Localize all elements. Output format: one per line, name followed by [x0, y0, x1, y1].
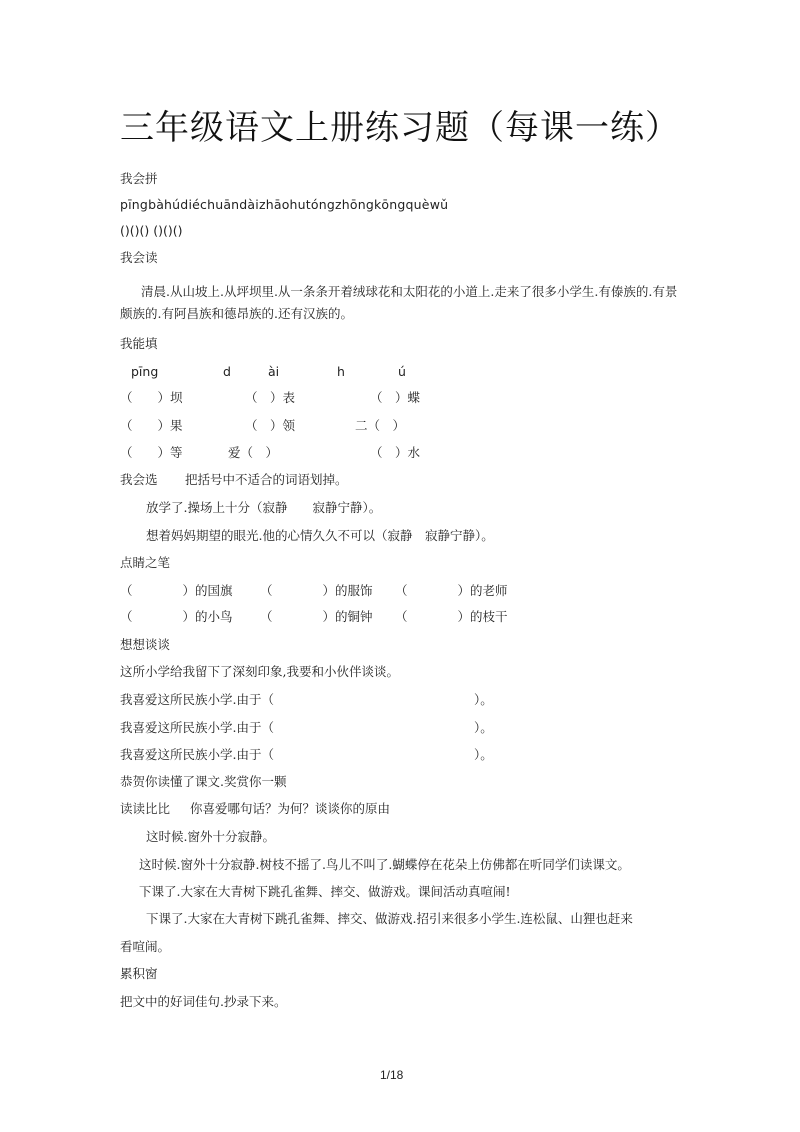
discuss-line: 我喜爱这所民族小学.由于（ ）。	[120, 720, 493, 735]
discuss-intro: 这所小学给我留下了深刻印象,我要和小伙伴谈谈。	[120, 664, 399, 679]
phrase-blank: （ ）的服饰	[260, 583, 373, 598]
compare-sentence-2: 这时候.窗外十分寂静.树枝不摇了.鸟儿不叫了.蝴蝶停在花朵上仿佛都在听同学们读课文。	[139, 857, 630, 872]
choose-sentence-2: 想着妈妈期望的眼光.他的心情久久不可以（寂静 寂静宁静）。	[146, 528, 494, 543]
page-title: 三年级语文上册练习题（每课一练）	[120, 108, 680, 148]
pinyin-line: pīngbàhúdiéchuāndàizhāohutóngzhōngkōngquèwǔ	[120, 197, 449, 212]
section-heading-highlight: 点睛之笔	[120, 555, 171, 570]
reward-text: 恭贺你读懂了课文.奖赏你一颗	[120, 774, 287, 789]
phrase-blank: （ ）的国旗	[120, 583, 233, 598]
section-heading-compare: 读读比比	[120, 801, 171, 816]
phrase-blank: （ ）的铜钟	[260, 609, 373, 624]
fill-pinyin-4: h	[337, 364, 345, 379]
fill-blank: （ ）水	[370, 445, 421, 460]
fill-blank: （ ）表	[245, 390, 296, 405]
fill-blank: （ ）等	[120, 445, 183, 460]
phrase-blank: （ ）的小鸟	[120, 609, 233, 624]
choose-instruction: 把括号中不适合的词语划掉。	[185, 472, 348, 487]
compare-sentence-4-line-1: 下课了.大家在大青树下跳孔雀舞、摔交、做游戏.招引来很多小学生.连松鼠、山狸也赶来	[146, 911, 633, 926]
page-number: 1/18	[380, 1068, 404, 1082]
section-heading-accumulate: 累积窗	[120, 966, 158, 981]
fill-blank: 二（ ）	[355, 418, 406, 433]
choose-sentence-1: 放学了.操场上十分（寂静 寂静宁静）。	[146, 500, 382, 515]
fill-blank: （ ）果	[120, 418, 183, 433]
section-heading-fill: 我能填	[120, 336, 158, 351]
fill-pinyin-1: pīng	[131, 364, 159, 379]
phrase-blank: （ ）的枝干	[395, 609, 508, 624]
discuss-line: 我喜爱这所民族小学.由于（ ）。	[120, 747, 493, 762]
section-heading-choose: 我会选	[120, 472, 158, 487]
fill-pinyin-2: d	[223, 364, 231, 379]
reading-paragraph-line-1: 清晨.从山坡上.从坪坝里.从一条条开着绒球花和太阳花的小道上.走来了很多小学生.有傣族的.有景	[141, 284, 678, 299]
discuss-line: 我喜爱这所民族小学.由于（ ）。	[120, 692, 493, 707]
fill-pinyin-3: ài	[268, 364, 280, 379]
fill-pinyin-5: ú	[398, 364, 406, 379]
compare-sentence-4-line-2: 看喧闹。	[120, 939, 171, 954]
accumulate-instruction: 把文中的好词佳句.抄录下来。	[120, 994, 287, 1009]
compare-sentence-1: 这时候.窗外十分寂静。	[146, 829, 275, 844]
reading-paragraph-line-2: 颇族的.有阿昌族和德昂族的.还有汉族的。	[120, 306, 353, 321]
compare-question: 你喜爱哪句话？为何？谈谈你的原由	[190, 801, 391, 816]
fill-blank: （ ）坝	[120, 390, 183, 405]
section-heading-spell: 我会拼	[120, 171, 158, 186]
phrase-blank: （ ）的老师	[395, 583, 508, 598]
section-heading-discuss: 想想谈谈	[120, 637, 171, 652]
section-heading-read: 我会读	[120, 250, 158, 265]
fill-blank: 爱（ ）	[228, 445, 279, 460]
fill-blank: （ ）蝶	[370, 390, 421, 405]
compare-sentence-3: 下课了.大家在大青树下跳孔雀舞、摔交、做游戏。课间活动真喧闹!	[139, 884, 511, 899]
fill-blank: （ ）领	[245, 418, 296, 433]
answer-brackets: ()()() ()()()	[120, 223, 183, 238]
